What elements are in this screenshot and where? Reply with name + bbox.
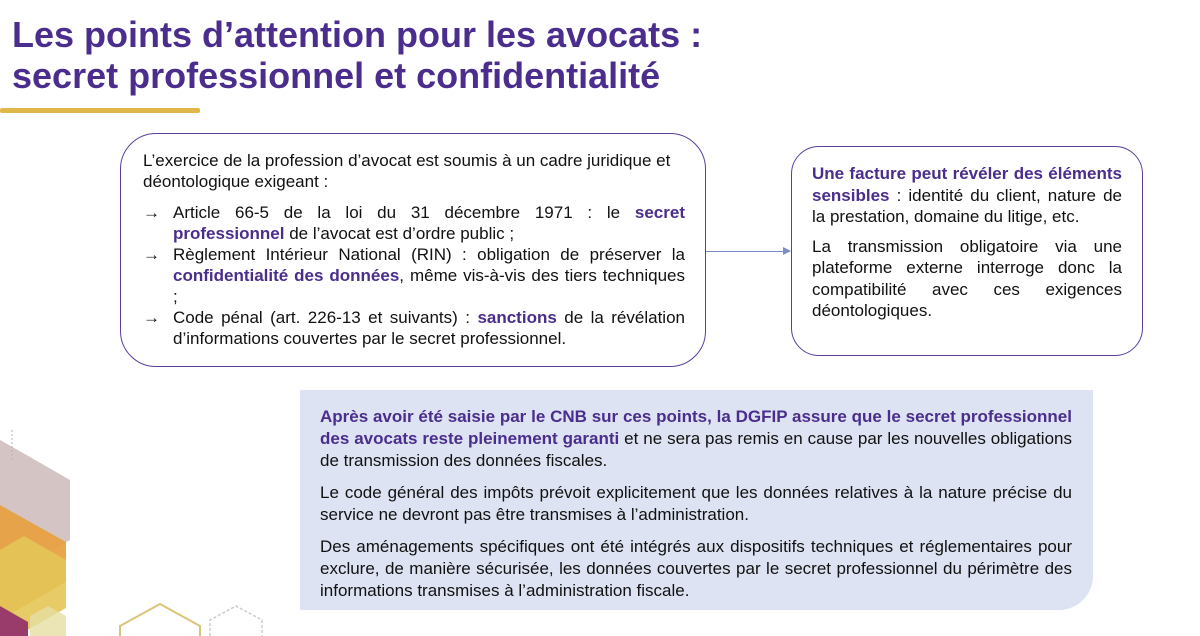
list-item: → Règlement Intérieur National (RIN) : obligation de préserver la confidentialité des données, même vis-à-vis des tiers techniques ;: [143, 245, 685, 306]
list-item: → Code pénal (art. 226-13 et suivants) : sanctions de la révélation d’informations couvertes par le secret professionnel.: [143, 308, 685, 348]
platform-concern-text: La transmission obligatoire via une plateforme externe interroge donc la compatibilité avec ces exigences déontologiques.: [812, 236, 1122, 320]
legal-framework-intro: L’exercice de la profession d’avocat est soumis à un cadre juridique et déontologique exigeant :: [143, 151, 671, 191]
title-line-2: secret professionnel et confidentialité: [12, 55, 661, 96]
arrow-right-icon: →: [143, 308, 160, 327]
tax-code-text: Le code général des impôts prévoit explicitement que les données relatives à la nature précise du service ne devront pas être transmises à l’administration.: [320, 483, 1072, 524]
title-line-1: Les points d’attention pour les avocats :: [12, 14, 703, 55]
legal-framework-box: [120, 133, 706, 367]
page-title: [12, 14, 1012, 96]
dgfip-guarantee-text: Après avoir été saisie par le CNB sur ces points, la DGFIP assure que le secret professionnel des avocats reste pleinement garanti et ne sera pas remis en cause par les nouvelles obligations de transmission des données fiscales.: [320, 407, 1072, 470]
connector-arrowhead-icon: [783, 247, 791, 255]
legal-framework-list: [143, 202, 685, 349]
invoice-risk-text: Une facture peut révéler des éléments sensibles : identité du client, nature de la prestation, domaine du litige, etc.: [812, 164, 1122, 226]
technical-measures-text: Des aménagements spécifiques ont été intégrés aux dispositifs techniques et réglementaires pour exclure, de manière sécurisée, les données couvertes par le secret professionnel du périmètre des informations transmises à l’administration fiscale.: [320, 537, 1072, 600]
dgfip-guarantee-box: [300, 390, 1093, 610]
title-underline: [0, 108, 200, 113]
arrow-right-icon: →: [143, 245, 160, 264]
hexagon-decoration: [0, 430, 270, 636]
arrow-right-icon: →: [143, 203, 160, 222]
list-item: → Article 66-5 de la loi du 31 décembre 1971 : le secret professionnel de l’avocat est d’ordre public ;: [143, 203, 685, 243]
connector-line: [706, 251, 790, 252]
invoice-risk-box: [791, 146, 1143, 356]
